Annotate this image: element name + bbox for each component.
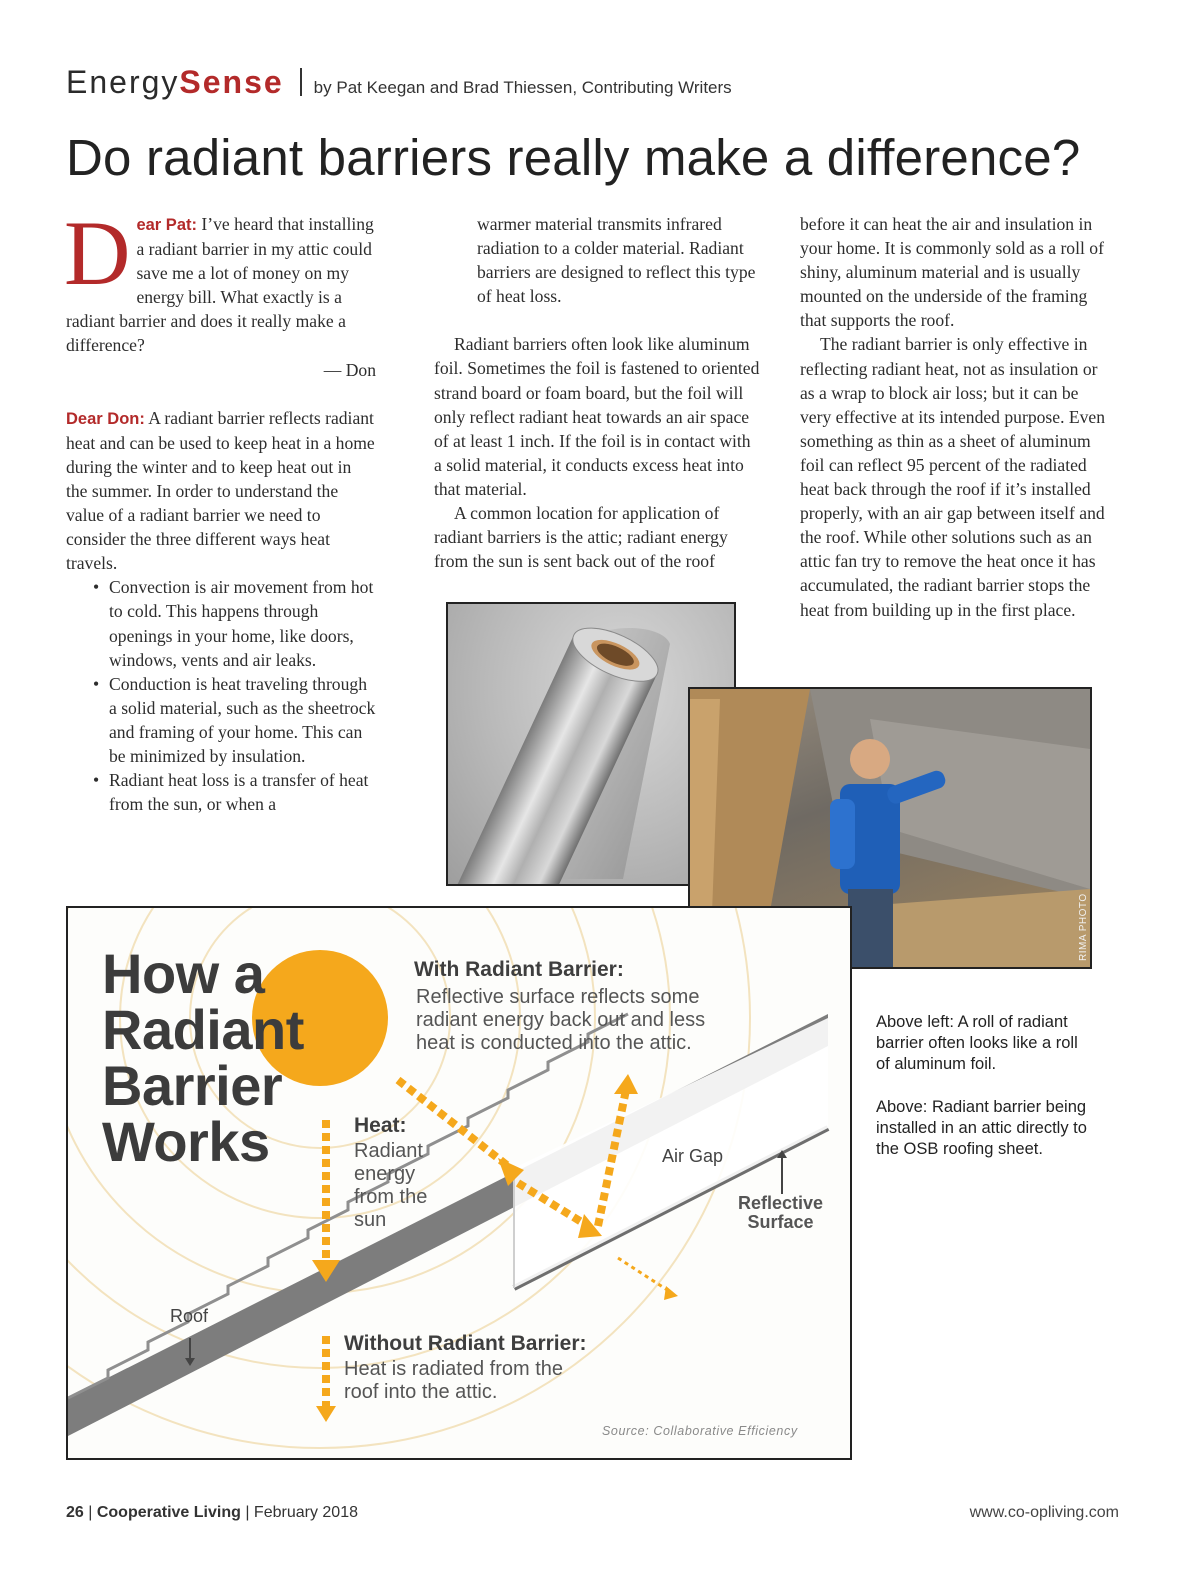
heat-heading: Heat: xyxy=(354,1114,407,1137)
roof-label: Roof xyxy=(170,1306,209,1326)
without-barrier-text xyxy=(344,1358,563,1404)
caption-right-photo: Above: Radiant barrier being installed in an attic directly to the OSB roofing sheet. xyxy=(876,1097,1087,1159)
title-line: Barrier xyxy=(102,1054,283,1117)
list-item: • Radiant heat loss is a transfer of heat from the sun, or when a xyxy=(66,768,376,816)
list-item: • Conduction is heat traveling through a solid material, such as the sheetrock and framing of your home. This can be minimized by insulation. xyxy=(66,672,376,768)
footer-folio: 26 | Cooperative Living | February 2018 xyxy=(66,1504,358,1521)
title-line: Works xyxy=(102,1110,270,1173)
byline: by Pat Keegan and Brad Thiessen, Contributing Writers xyxy=(313,78,732,97)
paragraph-attic-start: A common location for application of radiant barriers is the attic; radiant energy from the sun is sent back out of the roof xyxy=(434,503,728,572)
text-line: Surface xyxy=(747,1212,814,1232)
heat-travel-list xyxy=(66,575,376,816)
text-line: Reflective surface reflects some xyxy=(416,986,700,1008)
title-line: Radiant xyxy=(102,998,304,1061)
answer-intro xyxy=(66,406,376,576)
with-barrier-heading: With Radiant Barrier: xyxy=(414,958,624,981)
column-3 xyxy=(800,212,1112,622)
text-line: roof into the attic. xyxy=(344,1381,498,1403)
paragraph-attic-end: before it can heat the air and insulation in your home. It is commonly sold as a roll of shiny, aluminum material and is usually mounted on the underside of the framing that supports the roof. xyxy=(800,214,1104,331)
section-brand xyxy=(66,64,284,101)
magazine-name: Cooperative Living xyxy=(96,1504,241,1521)
letter-salutation: ear Pat: xyxy=(136,216,197,234)
text-line: heat is conducted into the attic. xyxy=(416,1032,692,1054)
list-item: • Convection is air movement from hot to cold. This happens through openings in your home, like doors, windows, vents and air leaks. xyxy=(66,575,376,671)
dropcap: D xyxy=(64,202,131,304)
air-gap-label: Air Gap xyxy=(662,1146,724,1166)
without-barrier-heading: Without Radiant Barrier: xyxy=(344,1332,587,1355)
text-line: energy xyxy=(354,1163,416,1185)
caption-left-photo: Above left: A roll of radiant barrier often looks like a roll of aluminum foil. xyxy=(876,1013,1078,1074)
paragraph-effectiveness: The radiant barrier is only effective in reflecting radiant heat, not as insulation or as a wrap to block air loss; but it can be very effective at its intended purpose. Even something as thin as a sheet of aluminum foil can reflect 95 percent of the radiated heat back through the roof if it’s installed properly, with an air gap between itself and the roof. While other solutions such as an attic fan try to remove the heat once it has accumulated, the radiant barrier stops the heat from building up in the first place. xyxy=(800,334,1106,620)
title-line: How a xyxy=(102,942,265,1005)
radiant-barrier-infographic xyxy=(66,906,852,1460)
infographic-title xyxy=(102,942,304,1173)
text-line: Reflective xyxy=(738,1193,824,1213)
section-header xyxy=(66,64,732,101)
reflective-surface-label xyxy=(738,1194,823,1232)
column-1 xyxy=(64,202,376,816)
heat-text xyxy=(354,1140,427,1232)
answer-intro-text: A radiant barrier reflects radiant heat and can be used to keep heat in a home during the winter and to keep heat out in the summer. In order to understand the value of a radiant barrier we need to consider the three different ways heat travels. xyxy=(66,407,375,574)
answer-salutation: Dear Don: xyxy=(66,409,145,428)
text-line: from the xyxy=(354,1186,428,1208)
list-item-continued: warmer material transmits infrared radiation to a colder material. Radiant barriers are designed to reflect this type of heat loss. xyxy=(477,214,756,307)
letter-body: I’ve heard that installing a radiant barrier in my attic could save me a lot of money on my energy bill. What exactly is a radiant barrier and does it really make a difference? xyxy=(66,214,374,356)
column-2 xyxy=(434,212,760,573)
footer-url[interactable]: www.co-opliving.com xyxy=(969,1504,1119,1521)
brand-energy: Energy xyxy=(66,64,180,100)
photo-credit-2: RIMA PHOTO xyxy=(1078,893,1089,961)
page-number: 26 xyxy=(66,1504,84,1521)
text-line: sun xyxy=(354,1209,387,1231)
infographic-source: Source: Collaborative Efficiency xyxy=(602,1424,798,1438)
text-line: Heat is radiated from the xyxy=(344,1358,563,1380)
header-divider xyxy=(300,68,302,96)
issue-date: February 2018 xyxy=(253,1504,358,1521)
with-barrier-text xyxy=(416,986,705,1055)
letter-signature: — Don xyxy=(323,359,376,380)
article-title: Do radiant barriers really make a difference? xyxy=(66,129,1081,186)
photo-caption xyxy=(876,1012,1096,1160)
text-line: Radiant xyxy=(354,1140,423,1162)
brand-sense: Sense xyxy=(179,64,284,100)
text-line: radiant energy back out and less xyxy=(416,1009,706,1031)
paragraph-foil: Radiant barriers often look like aluminum foil. Sometimes the foil is fastened to oriented strand board or foam board, but the foil will only reflect radiant heat towards an air space of at least 1 inch. If the foil is in contact with a solid material, it conducts excess heat into that material. xyxy=(434,334,760,499)
reader-letter xyxy=(64,202,376,358)
